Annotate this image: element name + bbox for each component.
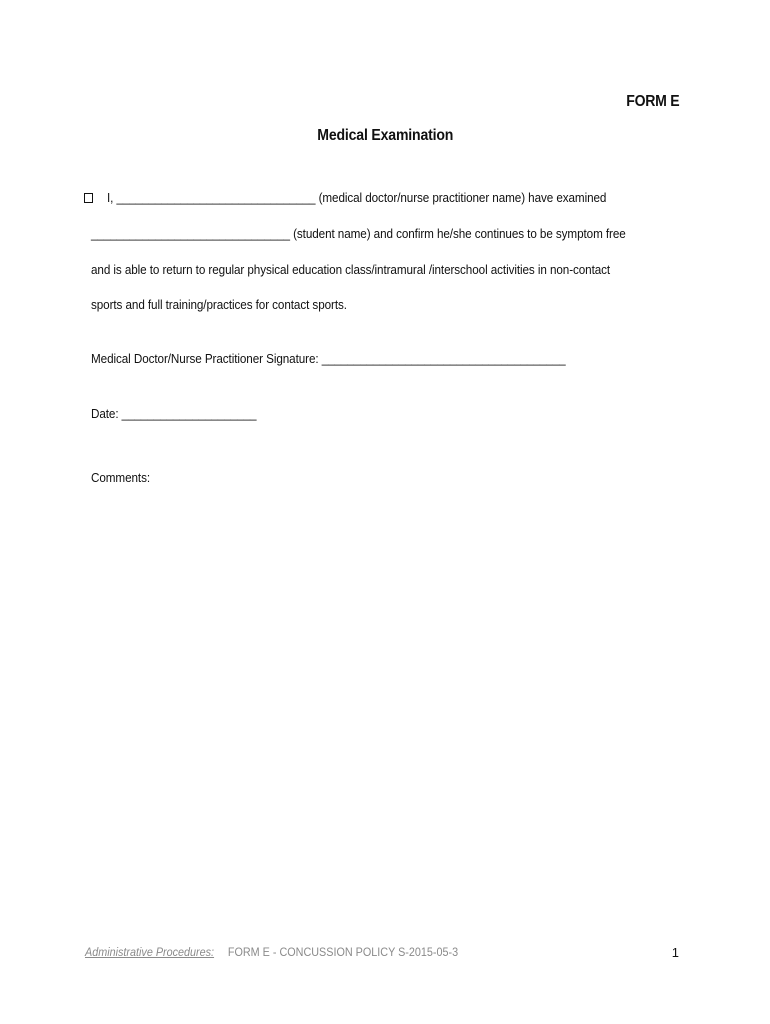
signature-field: Medical Doctor/Nurse Practitioner Signature: ______________________________________ xyxy=(91,351,566,366)
footer-policy-text: FORM E - CONCUSSION POLICY S-2015-05-3 xyxy=(227,945,459,959)
body-line-3: and is able to return to regular physical education class/intramural /interschool activities in non-contact xyxy=(91,262,611,277)
comments-label: Comments: xyxy=(91,470,151,485)
body-line-1: I, _______________________________ (medical doctor/nurse practitioner name) have examined xyxy=(107,190,607,205)
body-line-4: sports and full training/practices for contact sports. xyxy=(91,297,347,312)
page-number: 1 xyxy=(671,945,679,960)
form-label: FORM E xyxy=(625,93,679,110)
body-line-2: _______________________________ (student name) and confirm he/she continues to be symptom free xyxy=(91,226,626,241)
date-field: Date: _____________________ xyxy=(91,406,257,421)
page-title xyxy=(0,127,770,145)
footer xyxy=(85,945,458,959)
page-title-text: Medical Examination xyxy=(317,127,453,144)
confirmation-checkbox[interactable] xyxy=(84,193,93,203)
footer-procedures-label: Administrative Procedures: xyxy=(85,945,215,959)
